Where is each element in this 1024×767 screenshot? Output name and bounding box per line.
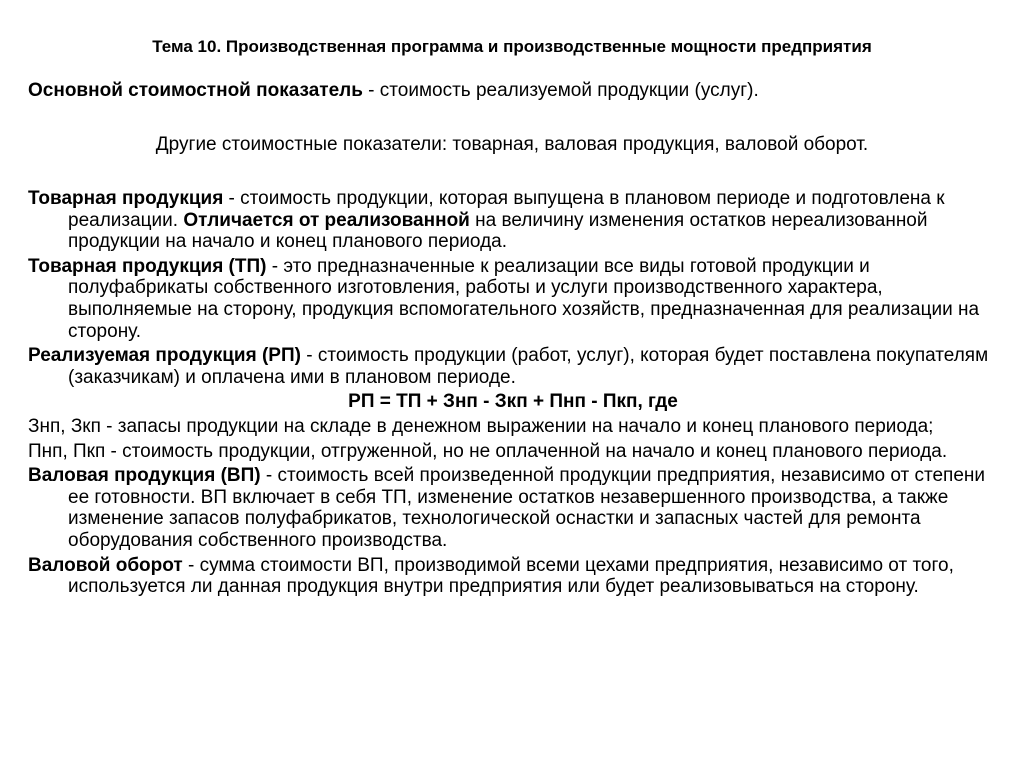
emphasis-differs: Отличается от реализованной bbox=[183, 209, 470, 231]
main-indicator-line bbox=[28, 79, 998, 103]
rp-formula: РП = ТП + Знп - Зкп + Пнп - Пкп, где bbox=[348, 391, 678, 413]
definition-text: - это предназначенные к реализации все виды готовой продукции и полуфабрикаты собственного изготовления, работы и услуги производственного характера, выполняемые на сторону, продукция вспомогательного хозяйств, предназначенная для реализации на сторону. bbox=[68, 255, 980, 342]
slide-title: Тема 10. Производственная программа и производственные мощности предприятия bbox=[152, 37, 872, 56]
definition-commodity-products-tp bbox=[28, 256, 998, 342]
main-indicator-term: Основной стоимостной показатель bbox=[28, 80, 363, 101]
definition-gross-turnover bbox=[28, 555, 998, 598]
definitions-body bbox=[28, 188, 998, 601]
term-gross-turnover: Валовой оборот bbox=[28, 554, 183, 576]
definition-gross-products-vp bbox=[28, 465, 998, 551]
definition-commodity-products bbox=[28, 188, 998, 253]
term-gross-products-vp: Валовая продукция (ВП) bbox=[28, 465, 261, 487]
definition-shipped-pnp-pkp: Пнп, Пкп - стоимость продукции, отгруженной, но не оплаченной на начало и конец планового периода. bbox=[28, 440, 948, 462]
definition-text: - стоимость всей произведенной продукции предприятия, независимо от степени ее готовности. ВП включает в себя ТП, изменение остатков незавершенного производства, а также изменение запасов полуфабрикатов, технологической оснастки и запасных частей для ремонта оборудования собственного производства. bbox=[68, 465, 986, 551]
main-indicator-text: - стоимость реализуемой продукции (услуг). bbox=[362, 80, 759, 101]
term-sold-products-rp: Реализуемая продукция (РП) bbox=[28, 345, 301, 367]
other-indicators-line: Другие стоимостные показатели: товарная, валовая продукция, валовой оборот. bbox=[155, 134, 869, 155]
definition-text: - стоимость продукции, которая выпущена в плановом периоде и подготовлена к реализации. bbox=[68, 188, 945, 231]
definition-text: на величину изменения остатков нереализованной продукции на начало и конец планового периода. bbox=[68, 209, 928, 253]
term-commodity-products-tp: Товарная продукция (ТП) bbox=[28, 255, 267, 277]
definition-sold-products-rp bbox=[28, 345, 998, 388]
definition-text: - стоимость продукции (работ, услуг), которая будет поставлена покупателям (заказчикам) и оплачена ими в плановом периоде. bbox=[68, 345, 989, 388]
definition-text: - сумма стоимости ВП, производимой всеми цехами предприятия, независимо от того, используется ли данная продукция внутри предприятия или будет реализовываться на сторону. bbox=[68, 554, 954, 598]
term-commodity-products: Товарная продукция bbox=[28, 188, 224, 209]
definition-stock-znp-zkp: Знп, Зкп - запасы продукции на складе в денежном выражении на начало и конец планового периода; bbox=[28, 415, 934, 437]
